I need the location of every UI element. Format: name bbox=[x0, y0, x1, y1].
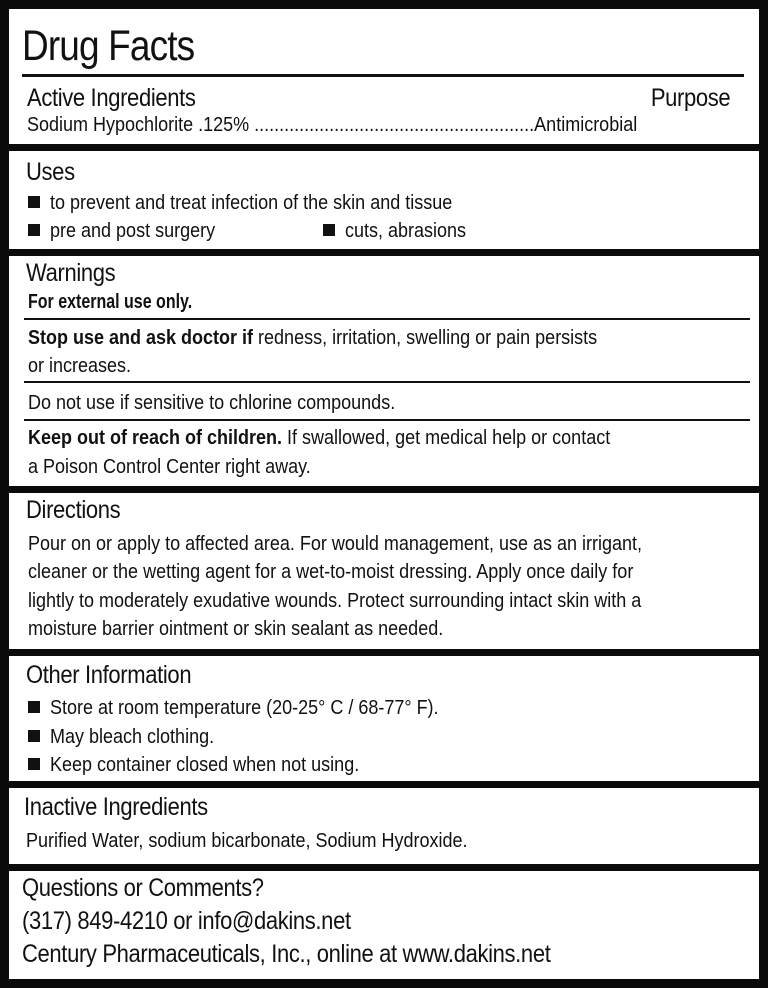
section-divider bbox=[9, 649, 759, 656]
inactive-ingredients-text: Purified Water, sodium bicarbonate, Sodium Hydroxide. bbox=[26, 830, 468, 852]
stop-use-warning bbox=[28, 327, 660, 350]
directions-line: cleaner or the wetting agent for a wet-to-moist dressing. Apply once daily for bbox=[28, 561, 634, 583]
stop-use-label: Stop use and ask doctor if bbox=[28, 327, 254, 349]
active-ingredients-heading: Active Ingredients bbox=[27, 84, 196, 112]
purpose-value: Antimicrobial bbox=[534, 114, 638, 136]
leader-dots: ........................................................ bbox=[254, 114, 535, 136]
list-item: Keep container closed when not using. bbox=[28, 754, 394, 777]
contact-info: (317) 849-4210 or info@dakins.net bbox=[22, 907, 351, 935]
section-divider bbox=[9, 781, 759, 788]
bullet-icon bbox=[28, 224, 40, 236]
uses-heading: Uses bbox=[26, 158, 75, 186]
list-item: cuts, abrasions bbox=[323, 220, 480, 243]
list-item: Store at room temperature (20-25° C / 68-77° F). bbox=[28, 697, 482, 720]
warning-divider bbox=[24, 318, 750, 320]
keep-out-text: If swallowed, get medical help or contact bbox=[282, 427, 611, 449]
bullet-icon bbox=[28, 196, 40, 208]
questions-heading: Questions or Comments? bbox=[22, 874, 264, 902]
section-divider bbox=[9, 864, 759, 871]
stop-use-warning-cont: or increases. bbox=[28, 355, 132, 377]
keep-out-warning-cont: a Poison Control Center right away. bbox=[28, 456, 311, 478]
warning-divider bbox=[24, 419, 750, 421]
active-ingredient: Sodium Hypochlorite .125% bbox=[27, 114, 250, 136]
warnings-heading: Warnings bbox=[26, 259, 116, 287]
directions-line: moisture barrier ointment or skin sealant as needed. bbox=[28, 618, 444, 640]
section-divider bbox=[9, 486, 759, 493]
directions-line: lightly to moderately exudative wounds. Protect surrounding intact skin with a bbox=[28, 590, 642, 612]
bullet-icon bbox=[28, 758, 40, 770]
stop-use-text: redness, irritation, swelling or pain persists bbox=[253, 327, 598, 349]
warning-divider bbox=[24, 381, 750, 383]
other-information-heading: Other Information bbox=[26, 661, 192, 689]
do-not-use-warning: Do not use if sensitive to chlorine compounds. bbox=[28, 392, 396, 414]
section-divider bbox=[9, 249, 759, 256]
list-item: pre and post surgery bbox=[28, 220, 233, 243]
bullet-icon bbox=[28, 730, 40, 742]
list-item: to prevent and treat infection of the skin and tissue bbox=[28, 192, 497, 215]
keep-out-label: Keep out of reach of children. bbox=[28, 427, 283, 449]
section-divider bbox=[9, 144, 759, 151]
list-item: May bleach clothing. bbox=[28, 726, 232, 749]
directions-heading: Directions bbox=[26, 496, 121, 524]
external-use-warning: For external use only. bbox=[28, 291, 193, 313]
title-divider bbox=[22, 74, 744, 77]
bullet-icon bbox=[28, 701, 40, 713]
company-info: Century Pharmaceuticals, Inc., online at www.dakins.net bbox=[22, 940, 551, 968]
page-title: Drug Facts bbox=[22, 22, 195, 70]
purpose-heading: Purpose bbox=[650, 84, 730, 112]
bullet-icon bbox=[323, 224, 335, 236]
directions-line: Pour on or apply to affected area. For would management, use as an irrigant, bbox=[28, 533, 643, 555]
inactive-ingredients-heading: Inactive Ingredients bbox=[24, 793, 208, 821]
keep-out-warning bbox=[28, 427, 675, 450]
active-ingredient-line bbox=[27, 114, 705, 137]
